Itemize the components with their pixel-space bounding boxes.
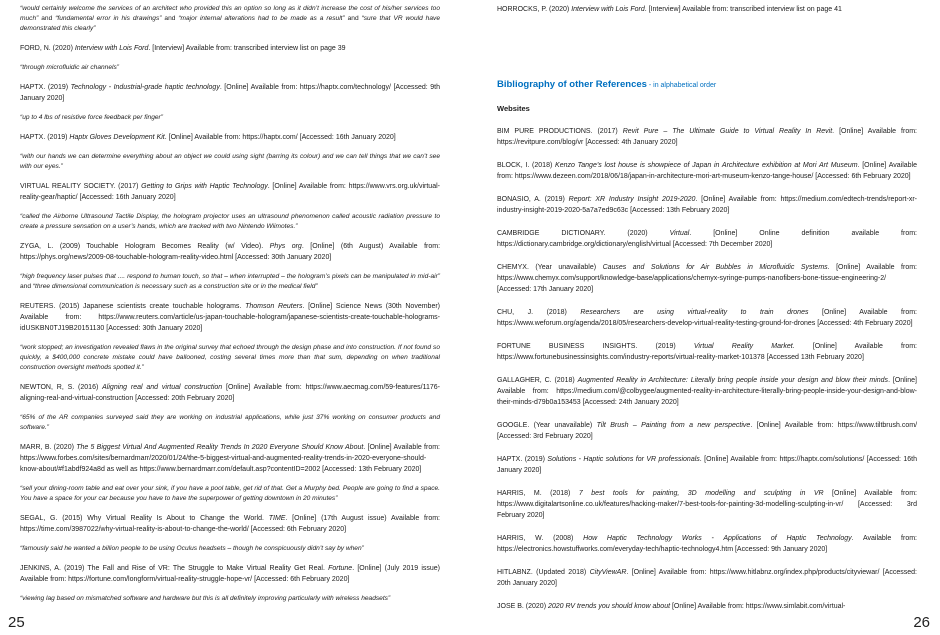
text-run: HAPTX. (2019) (20, 134, 70, 141)
reference-entry (497, 126, 917, 148)
reference-entry (497, 533, 917, 555)
text-run: “work stopped; an investigation revealed flaws in the original survey that echoed through the design phase and into construction. If not found so quickly, a $400,000 concrete mistake could have ballooned, costing several times more than that sum, depending on when traditional construction oversight methods spotted it.” (20, 344, 440, 371)
text-run: “three dimensional communication is necessary such as a construction site or in the medical field” (32, 283, 318, 290)
reference-entry (20, 563, 440, 585)
text-run: . [Online] Available from: https://www.tiltbrush.com/ [Accessed: 3rd February 2020] (497, 422, 918, 440)
text-run: HARRIS, W. (2008) (497, 535, 584, 542)
reference-entry (20, 241, 440, 263)
quote-text (20, 484, 440, 504)
subsection-heading (497, 104, 917, 114)
text-run: “fundamental error in his drawings” (55, 15, 162, 22)
text-run: HITLABNZ. (Updated 2018) (497, 569, 590, 576)
text-run: Technology - Industrial-grade haptic technology (70, 84, 220, 91)
text-run: Thomson Reuters (245, 303, 303, 310)
text-run: Revit Pure – The Ultimate Guide to Virtual Reality In Revit (622, 128, 833, 135)
reference-entry (20, 442, 440, 475)
text-run: “major internal alterations had to be made as a result” (178, 15, 345, 22)
reference-entry (497, 228, 917, 250)
text-run: and (38, 15, 56, 22)
text-run: [Online] Available from: https://www.aecmag.com/59-features/1176-aligning-real-and-virtual-construction [Accessed: 20th February 2020] (20, 384, 441, 402)
text-run: . [Online] (17th August issue) Available from: https://time.com/3987022/why-virtual-reality-is-about-to-change-the-world/ [Accessed: 6th February 2020] (20, 515, 440, 533)
text-run: “famously said he wanted a billion people to be using Oculus headsets – though he conspicuously didn’t say by when” (20, 545, 364, 552)
reference-entry (20, 181, 440, 203)
text-run: “through microfluidic air channels” (20, 64, 119, 71)
reference-entry (497, 454, 917, 476)
quote-text (20, 63, 440, 73)
text-run: and (161, 15, 179, 22)
text-run: CAMBRIDGE DICTIONARY. (2020) (497, 230, 670, 237)
quote-text (20, 272, 440, 292)
text-run: . [Interview] Available from: transcribed interview list on page 39 (148, 45, 346, 52)
text-run: SEGAL, G. (2015) Why Virtual Reality Is About to Change the World. (20, 515, 269, 522)
text-run: Aligning real and virtual construction (102, 384, 223, 391)
quote-text (20, 413, 440, 433)
text-run: . Available from: https://electronics.howstuffworks.com/everyday-tech/haptic-technology4.htm [Accessed: 9th January 2020] (497, 535, 917, 553)
text-run: . [Online] Available from: https://medium.com/@colbygee/augmented-reality-in-architecture-literally-bring-people-inside-your-design-and-blow-their-minds-d79b0a153453 [Accessed: 24th January 2020] (497, 377, 917, 406)
reference-entry (497, 341, 917, 363)
text-run: [Online] Available from: https://www.simlabit.com/virtual- (670, 603, 846, 610)
text-run: FORTUNE BUSINESS INSIGHTS. (2019) (497, 343, 694, 350)
text-run: “high frequency laser pulses that .... respond to human touch, so that – when interrupted – the hologram’s pixels can be manipulated in mid-air” (20, 273, 440, 280)
reference-entry (497, 375, 917, 408)
reference-entry (497, 567, 917, 589)
text-run: . [Online] Online definition available from: https://dictionary.cambridge.org/dictionary/english/virtual [Accessed: 7th December 2020] (497, 230, 918, 248)
text-run: Getting to Grips with Haptic Technology (141, 183, 268, 190)
text-run: . [Interview] Available from: transcribed interview list on page 41 (644, 6, 842, 13)
reference-entry (20, 513, 440, 535)
reference-entry (497, 4, 917, 15)
text-run: 2020 RV trends you should know about (547, 603, 671, 610)
text-run: . [Online] Available from: https://www.hitlabnz.org/index.php/products/cityviewar/ [Accessed: 20th January 2020] (497, 569, 917, 587)
reference-entry (497, 194, 917, 216)
text-run: “viewing lag based on mismatched software and hardware but this is all definitely improving particularly with wireless headsets” (20, 595, 391, 602)
text-run: Report: XR Industry Insight 2019-2020 (568, 196, 696, 203)
quote-text (20, 343, 440, 373)
quote-text (20, 594, 440, 604)
text-run: NEWTON, R, S. (2016) (20, 384, 103, 391)
text-run: Fortune (328, 565, 353, 572)
text-run: Causes and Solutions for Air Bubbles in Microfluidic Systems (602, 264, 828, 271)
reference-entry (20, 43, 440, 54)
reference-entry (497, 307, 917, 329)
text-run: Tilt Brush – Painting from a new perspective (596, 422, 751, 429)
page-26-content (497, 4, 917, 624)
text-run: HAPTX. (2019) (497, 456, 548, 463)
page-number-right: 26 (913, 614, 930, 631)
text-run: Researchers are using virtual-reality to train drones (580, 309, 809, 316)
text-run: and (20, 283, 33, 290)
text-run: “65% of the AR companies surveyed said they are working on industrial applications, while just 37% working on consumer products and software.” (20, 414, 440, 431)
text-run: JENKINS, A. (2019) The Fall and Rise of VR: The Struggle to Make Virtual Reality Get Real. (20, 565, 329, 572)
text-run: Augmented Reality in Architecture: Literally bring people inside your design and blow their minds (577, 377, 889, 384)
page-number-left: 25 (8, 614, 25, 631)
text-run: . [Online] Available from: https://haptx.com/ [Accessed: 16th January 2020] (164, 134, 396, 141)
text-run: - in alphabetical order (646, 82, 717, 89)
text-run: “with our hands we can determine everything about an object we could using sight (barring its colour) and we can tell things that we can’t see with our eyes.” (20, 153, 440, 170)
quote-text (20, 113, 440, 123)
text-run: CityViewAR (589, 569, 627, 576)
text-run: “sure that VR would have demonstrated this clearly” (20, 15, 440, 32)
text-run: Virtual (669, 230, 690, 237)
text-run: Virtual Reality Market (693, 343, 793, 350)
page-25-content (20, 4, 440, 613)
reference-entry (497, 160, 917, 182)
reference-entry (20, 382, 440, 404)
text-run: Bibliography of other References (497, 79, 647, 90)
text-run: BONASIO, A. (2019) (497, 196, 569, 203)
text-run: CHEMYX. (Year unavailable) (497, 264, 603, 271)
text-run: TIME (268, 515, 286, 522)
text-run: HARRIS, M. (2018) (497, 490, 579, 497)
quote-text (20, 544, 440, 554)
text-run: VIRTUAL REALITY SOCIETY. (2017) (20, 183, 142, 190)
text-run: “called the Airborne Ultrasound Tactile Display, the hologram projector uses an ultrasound phenomenon called acoustic radiation pressure to create a pressure sensation on a user’s hands, which are tracked with two Nintendo Wiimotes.” (20, 213, 440, 230)
text-run: . [Online] Available from: https://medium.com/edtech-trends/report-xr-industry-insight-2019-2020-5a7a7ed9c63c [Accessed: 13th February 2020] (497, 196, 917, 214)
text-run: 7 best tools for painting, 3D modelling and sculpting in VR (578, 490, 824, 497)
text-run: . [Online] Available from: https://www.chemyx.com/support/knowledge-base/applications/chemyx-syringe-pumps-nanofibers-bone-tissue-engineering-2/ [Accessed: 17th January 2020] (497, 264, 917, 293)
reference-entry (20, 301, 440, 334)
quote-text (20, 152, 440, 172)
text-run: . [Online] Science News (30th November) Available from: https://www.reuters.com/article/us-japan-touchable-hologram/japanese-scientists-create-touchable-holograms-idUSKBN0TJ19B20151130 [Accessed: 30th January 2020] (20, 303, 440, 332)
text-run: [Online] Available from: https://www.digitalartsonline.co.uk/features/hacking-maker/7-best-tools-for-painting-3d-modelling-sculpting-in-vr/ [Accessed: 3rd February 2020] (497, 490, 917, 519)
text-run: Websites (497, 104, 530, 113)
text-run: GOOGLE. (Year unavailable) (497, 422, 597, 429)
reference-entry (497, 601, 917, 612)
text-run: CHU, J. (2018) (497, 309, 581, 316)
text-run: Haptx Gloves Development Kit (69, 134, 165, 141)
quote-text (20, 212, 440, 232)
text-run: . [Online] Available from: https://www.fortunebusinessinsights.com/industry-reports/virtual-reality-market-101378 [Accessed 13th February 2020] (497, 343, 917, 361)
text-run: Interview with Lois Ford (74, 45, 149, 52)
text-run: . [Online] Available from: https://haptx.com/solutions/ [Accessed: 16th January 2020] (497, 456, 917, 474)
text-run: Solutions - Haptic solutions for VR professionals (547, 456, 700, 463)
text-run: . [Online] (6th August) Available from: https://phys.org/news/2009-08-touchable-hologram-reality-video.html [Accessed: 30th January 2020] (20, 243, 441, 261)
text-run: HORROCKS, P. (2020) (497, 6, 572, 13)
text-run: Kenzo Tange’s lost house is showpiece of Japan in Architecture exhibition at Mori Art Museum (555, 162, 858, 169)
text-run: BIM PURE PRODUCTIONS. (2017) (497, 128, 623, 135)
page-26 (470, 0, 940, 635)
text-run: BLOCK, I. (2018) (497, 162, 556, 169)
text-run: . [Online] Available from: https://www.dezeen.com/2018/06/18/japan-in-architecture-mori-art-museum-kenzo-tange-house/ [Accessed: 6th February 2020] (497, 162, 917, 180)
text-run: MARR, B. (2020) (20, 444, 77, 451)
text-run: . [Online] (July 2019 issue) Available from: https://fortune.com/longform/virtual-reality-struggle-hope-vr/ [Accessed: 6th February 2020] (20, 565, 441, 583)
text-run: “would certainly welcome the services of an architect who provided this an option so long as it didn’t increase the cost of his/her services too much” (20, 5, 440, 22)
text-run: The 5 Biggest Virtual And Augmented Reality Trends In 2020 Everyone Should Know About (76, 444, 364, 451)
text-run: REUTERS. (2015) Japanese scientists create touchable holograms. (20, 303, 246, 310)
text-run: JOSE B. (2020) (497, 603, 548, 610)
text-run: Interview with Lois Ford (571, 6, 645, 13)
text-run: “up to 4 lbs of resistive force feedback per finger” (20, 114, 163, 121)
text-run: . [Online] Available from: https://www.vrs.org.uk/virtual-reality-gear/haptic/ [Accessed: 16th January 2020] (20, 183, 440, 201)
text-run: GALLAGHER, C. (2018) (497, 377, 578, 384)
text-run: [Online] Available from: https://www.weforum.org/agenda/2018/05/researchers-develop-virtual-reality-testing-ground-for-drones [Accessed: 4th February 2020] (497, 309, 917, 327)
text-run: HAPTX. (2019) (20, 84, 71, 91)
text-run: How Haptic Technology Works - Applications of Haptic Technology (583, 535, 852, 542)
reference-entry (497, 420, 917, 442)
text-run: . [Online] Available from: https://revitpure.com/blog/vr [Accessed: 4th January 2020] (497, 128, 917, 146)
text-run: and (344, 15, 362, 22)
reference-entry (20, 132, 440, 143)
text-run: “sell your dining-room table and eat over your sink, if you have a pool table, get rid of that. Get a Murphy bed. People are going to find a space. You have a space for your car because you have to have the superpower of getting downtown in 20 minutes” (20, 485, 440, 502)
reference-entry (20, 82, 440, 104)
text-run: FORD, N. (2020) (20, 45, 75, 52)
reference-entry (497, 488, 917, 521)
text-run: . [Online] Available from: https://haptx.com/technology/ [Accessed: 9th January 2020] (20, 84, 440, 102)
reference-entry (497, 262, 917, 295)
quote-text (20, 4, 440, 34)
text-run: . [Online] Available from: https://www.forbes.com/sites/bernardmarr/2020/01/24/the-5-biggest-virtual-and-augmented-reality-trends-in-2020-everyone-should-know-about/#f1abdf924a8d as well as https://www.bernardmarr.com/default.asp?contentID=2002 [Accessed: 13th February 2020] (20, 444, 440, 473)
text-run: ZYGA, L. (2009) Touchable Hologram Becomes Reality (w/ Video). (20, 243, 270, 250)
section-heading (497, 79, 917, 92)
text-run: Phys org (269, 243, 302, 250)
